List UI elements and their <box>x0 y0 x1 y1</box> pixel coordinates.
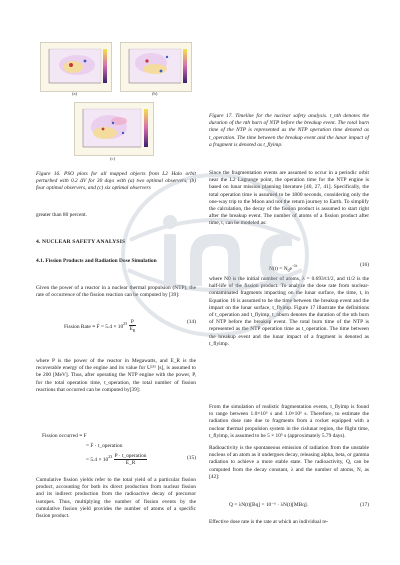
eq15-line3: = 5.4 × 10 <box>86 456 109 463</box>
figure-17-caption: Figure 17. Timeline for the nuclear safety analysis. t_nth denotes the duration of the nth burn of NTP before the breakup event. The total burn time of the NTP is represented as the NTP operation time denoted as t_operation. The time between the breakup event and the lunar impact of a fragment is denoted as t_flyimp. <box>209 113 369 148</box>
pso-plot-b-graphic <box>121 43 191 91</box>
panel-label-a: (a) <box>72 91 78 96</box>
eq16-tag: (16) <box>360 262 369 268</box>
figure-16-caption: Figure 16. PSO plots for all mapped objects from L2 Halo orbit perturbed with 0.2 ΔV for 30 days with (a) two optimal observers, (b) four optimal observers, and (c) six optimal observers <box>36 171 196 192</box>
paragraph-fragmentation-orbit: Since the fragmentation events are assumed to occur in a periodic orbit near the L2 Lagrange point, the operation time for the NTP engine is based on lunar mission planning literature [40, 27, 41]. Specifically, the total operation time is assumed to be 1800 seconds, considering only the one-way trip to the Moon and not the return journey to Earth. To simplify the calculation, the decay of the fission product is assumed to start right after the breakup event. The number of atoms of a fission product after time, t, can be modeled as: <box>209 170 369 227</box>
section-title: 4. NUCLEAR SAFETY ANALYSIS <box>36 239 126 245</box>
eq15-denominator: E_R <box>125 460 136 467</box>
eq14-fraction <box>129 319 137 334</box>
eq17-tag: (17) <box>360 502 369 508</box>
eq16-lhs: N(t) = N <box>269 265 288 272</box>
pso-plot-panel-a <box>40 42 112 92</box>
eq14-exponent: 23 <box>123 320 128 326</box>
figure-16 <box>36 40 196 166</box>
paragraph-continuation: greater than 80 percent. <box>36 212 87 218</box>
eq15-tag: (15) <box>187 455 196 461</box>
paragraph-half-life: where N0 is the initial number of atoms, λ = 0.693/t1/2, and t1/2 is the half-life of the fission product. To analyze the dose rate from nuclear-contaminated fragments impacting on the lunar surface, the time, t, in Equation 16 is assumed to be the time between the breakup event and the impact on the lunar surface, t_flyimp. Figure 17 illustrate the definitions of t_operation and t_flyimp, t_nburn denotes the duration of the nth burn of NTP before the breakup event. The total burn time of the NTP is represented as the NTP operation time as t_operation. The time between the breakup event and the lunar impact of a fragment is denoted as t_flyimp. <box>209 276 369 347</box>
eq15-exponent: 23 <box>108 454 113 459</box>
panel-label-b: (b) <box>152 91 158 96</box>
pso-plot-c-graphic <box>75 103 153 155</box>
eq16-subscript: 0 <box>287 268 290 273</box>
paragraph-cumulative-yields: Cumulative fission yields refer to the total yield of a particular fission product, accounting for both its direct production from nuclear fission and its indirect production from the radioactive decay of precursor isotopes. Thus, multiplying the number of fission events by the cumulative fission yield provides the number of atoms of a specific fission product. <box>36 477 196 520</box>
paragraph-flight-time: From the simulation of realistic fragmentation events, t_flyimp is found to range between 1.0×10⁵ s and 1.0×10⁶ s. Therefore, to estimate the radiation dose rate due to fragments from a rocket equipped with a nuclear thermal propulsion system in the cislunar region, the flight time, t_flyimp, is assumed to be 5 × 10⁵ s (approximately 5.79 days). <box>209 404 369 439</box>
eq14-tag: (14) <box>187 319 196 325</box>
eq15-fraction <box>114 453 148 466</box>
eq15-numerator: P · t_operation <box>114 453 147 460</box>
paragraph-radioactivity: Radioactivity is the spontaneous emission of radiation from the unstable nucleus of an atom as it undergoes decay, releasing alpha, beta, or gamma radiation to achieve a more stable state. The radioactivity, Q, can be computed from the decay constant, λ and the number of atoms, N, as [42]: <box>209 445 369 480</box>
panel-label-c: (c) <box>110 156 116 161</box>
paragraph-effective-dose: Effective dose rate is the rate at which an individual re- <box>209 519 329 525</box>
eq16-exponent: −λt <box>291 263 298 268</box>
eq17-body: Q = λN(t)[Bq] = 10⁻⁶ · λN(t)[MBq]. <box>229 502 309 508</box>
eq16-rhs: e <box>289 265 292 272</box>
eq14-numerator: P <box>129 319 137 326</box>
paragraph-fission-occurred-intro: where P is the power of the reactor in Megawatts, and E_R is the recoverable energy of the engine and its value for U²³⁵ [s], is assumed to be 200 [MeV]. Thus, after operating the NTP engine with the power, P, for the total operation time, t_operation, the total number of fission reactions that occurred can be computed by[39]: <box>36 358 196 393</box>
pso-plot-panel-b <box>120 42 192 92</box>
eq14-lhs: Fission Rate ≡ Ḟ = 5.4 × 10 <box>64 323 124 330</box>
pso-plot-a-graphic <box>41 43 111 91</box>
subsection-title: 4.1. Fission Products and Radiation Dose Simulation <box>36 258 157 264</box>
eq14-denominator-sub: R <box>132 329 136 334</box>
paragraph-fission-rate-intro: Given the power of a reactor in a nuclear thermal propulsion (NTP), the rate of occurrence of the fission reaction can be computed by [39]: <box>36 285 196 299</box>
eq15-line1: Fission occurred ≡ F <box>42 433 87 439</box>
eq15-line2: = Ḟ · t_operation <box>86 443 123 449</box>
pso-plot-panel-c <box>74 102 154 156</box>
eq14-denominator: E <box>129 326 133 332</box>
